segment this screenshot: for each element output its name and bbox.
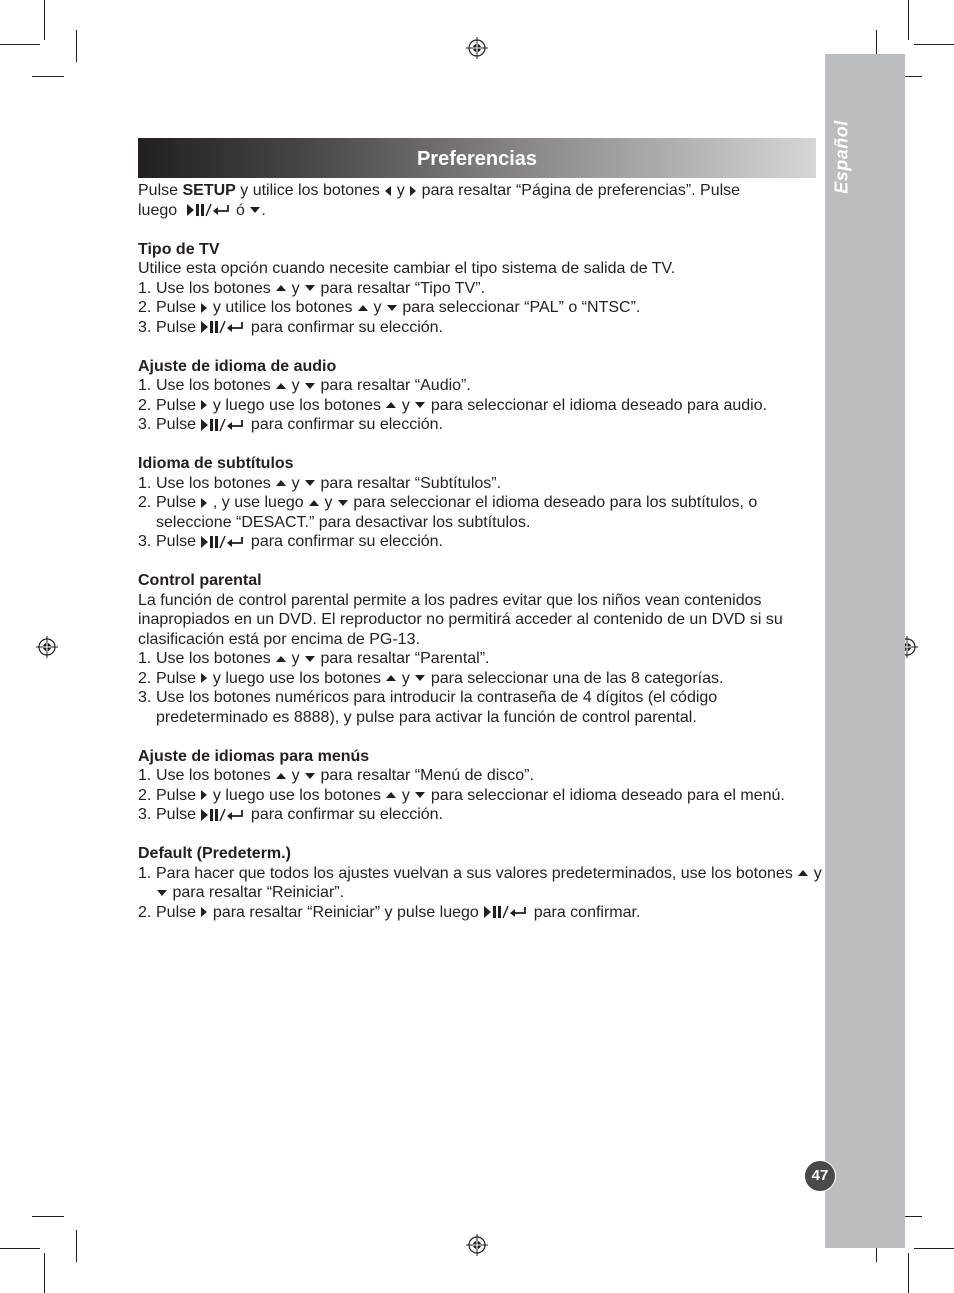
down-arrow-icon: [414, 791, 426, 799]
play-pause-enter-icon: [200, 808, 246, 822]
down-arrow-icon: [304, 479, 316, 487]
up-arrow-icon: [275, 772, 287, 780]
section-heading: Control parental: [138, 572, 262, 589]
crop-mark: [908, 1253, 909, 1293]
down-arrow-icon: [304, 382, 316, 390]
list-item: 1. Use los botones y para resaltar “Audio”.: [138, 377, 471, 394]
language-label: Español: [831, 120, 852, 194]
up-arrow-icon: [385, 791, 397, 799]
down-arrow-icon: [249, 206, 261, 214]
setup-keyword: SETUP: [182, 182, 236, 199]
language-tab: [827, 112, 857, 202]
list-item: 3. Pulse para confirmar su elección.: [138, 806, 443, 823]
document-body: [138, 181, 828, 922]
crop-mark: [914, 1248, 954, 1249]
down-arrow-icon: [156, 889, 168, 897]
down-arrow-icon: [386, 304, 398, 312]
down-arrow-icon: [414, 401, 426, 409]
list-item: 2. Pulse , y use luego y para seleccionar el idioma deseado para los subtítulos, o seleccione “DESACT.” para desactivar los subtítulos.: [138, 494, 758, 531]
down-arrow-icon: [304, 284, 316, 292]
crop-mark: [44, 0, 45, 40]
up-arrow-icon: [385, 674, 397, 682]
section-description: Utilice esta opción cuando necesite cambiar el tipo sistema de salida de TV.: [138, 260, 676, 277]
list-item: 3. Pulse para confirmar su elección.: [138, 416, 443, 433]
intro-paragraph: Pulse SETUP y utilice los botones y para resaltar “Página de preferencias”. Pulse luego ó .: [138, 182, 741, 219]
registration-mark-icon: [466, 37, 488, 59]
section-description: La función de control parental permite a los padres evitar que los niños vean contenidos inapropiados en un DVD. El reproductor no permitirá acceder al contenido de un DVD si su clasificación está por encima de PG-13.: [138, 591, 783, 648]
crop-mark: [0, 1248, 40, 1249]
list-item: 2. Pulse y luego use los botones y para seleccionar el idioma deseado para audio.: [138, 396, 768, 414]
list-item: 2. Pulse para resaltar “Reiniciar” y pulse luego para confirmar.: [138, 903, 641, 921]
up-arrow-icon: [275, 284, 287, 292]
list-item: 3. Pulse para confirmar su elección.: [138, 318, 443, 336]
up-arrow-icon: [385, 401, 397, 409]
list-item: 1. Use los botones y para resaltar “Tipo TV”.: [138, 279, 486, 297]
section-heading: Ajuste de idiomas para menús: [138, 747, 370, 765]
down-arrow-icon: [414, 674, 426, 682]
list-item: 2. Pulse y luego use los botones y para seleccionar una de las 8 categorías.: [138, 669, 724, 687]
crop-mark: [76, 30, 77, 62]
section-heading: Ajuste de idioma de audio: [138, 357, 337, 375]
list-item: 1. Use los botones y para resaltar “Parental”.: [138, 650, 490, 667]
section-header: [138, 138, 816, 178]
language-sidebar: [825, 54, 905, 1248]
registration-mark-icon: [466, 1234, 488, 1256]
list-item: 2. Pulse y luego use los botones y para seleccionar el idioma deseado para el menú.: [138, 786, 785, 804]
page-title: Preferencias: [416, 148, 538, 170]
list-item: 1. Use los botones y para resaltar “Menú de disco”.: [138, 767, 534, 784]
down-arrow-icon: [337, 499, 349, 507]
list-item: 1. Para hacer que todos los ajustes vuelvan a sus valores predeterminados, use los botones y para resaltar “Reiniciar”.: [138, 864, 822, 901]
section-heading: Idioma de subtítulos: [138, 455, 294, 472]
play-pause-enter-icon: [200, 320, 246, 334]
registration-mark-icon: [36, 636, 58, 658]
list-item: 2. Pulse y utilice los botones y para seleccionar “PAL” o “NTSC”.: [138, 299, 641, 316]
play-pause-enter-icon: [483, 905, 529, 919]
list-item: 3. Use los botones numéricos para introducir la contraseña de 4 dígitos (el código predeterminado es 8888), y pulse para activar la función de control parental.: [138, 689, 718, 726]
down-arrow-icon: [304, 772, 316, 780]
crop-mark: [32, 1216, 64, 1217]
up-arrow-icon: [275, 479, 287, 487]
up-arrow-icon: [308, 499, 320, 507]
section-heading: Tipo de TV: [138, 240, 220, 258]
section-heading: Default (Predeterm.): [138, 845, 291, 862]
play-pause-enter-icon: [200, 418, 246, 432]
up-arrow-icon: [797, 869, 809, 877]
list-item: 3. Pulse para confirmar su elección.: [138, 533, 443, 550]
crop-mark: [44, 1253, 45, 1293]
crop-mark: [908, 0, 909, 40]
up-arrow-icon: [275, 382, 287, 390]
up-arrow-icon: [275, 655, 287, 663]
crop-mark: [0, 44, 40, 45]
play-pause-enter-icon: [186, 203, 232, 217]
page-number: 47: [804, 1160, 836, 1192]
crop-mark: [76, 1230, 77, 1262]
down-arrow-icon: [304, 655, 316, 663]
up-arrow-icon: [357, 304, 369, 312]
crop-mark: [914, 44, 954, 45]
play-pause-enter-icon: [200, 535, 246, 549]
list-item: 1. Use los botones y para resaltar “Subtítulos”.: [138, 474, 502, 492]
crop-mark: [32, 76, 64, 77]
